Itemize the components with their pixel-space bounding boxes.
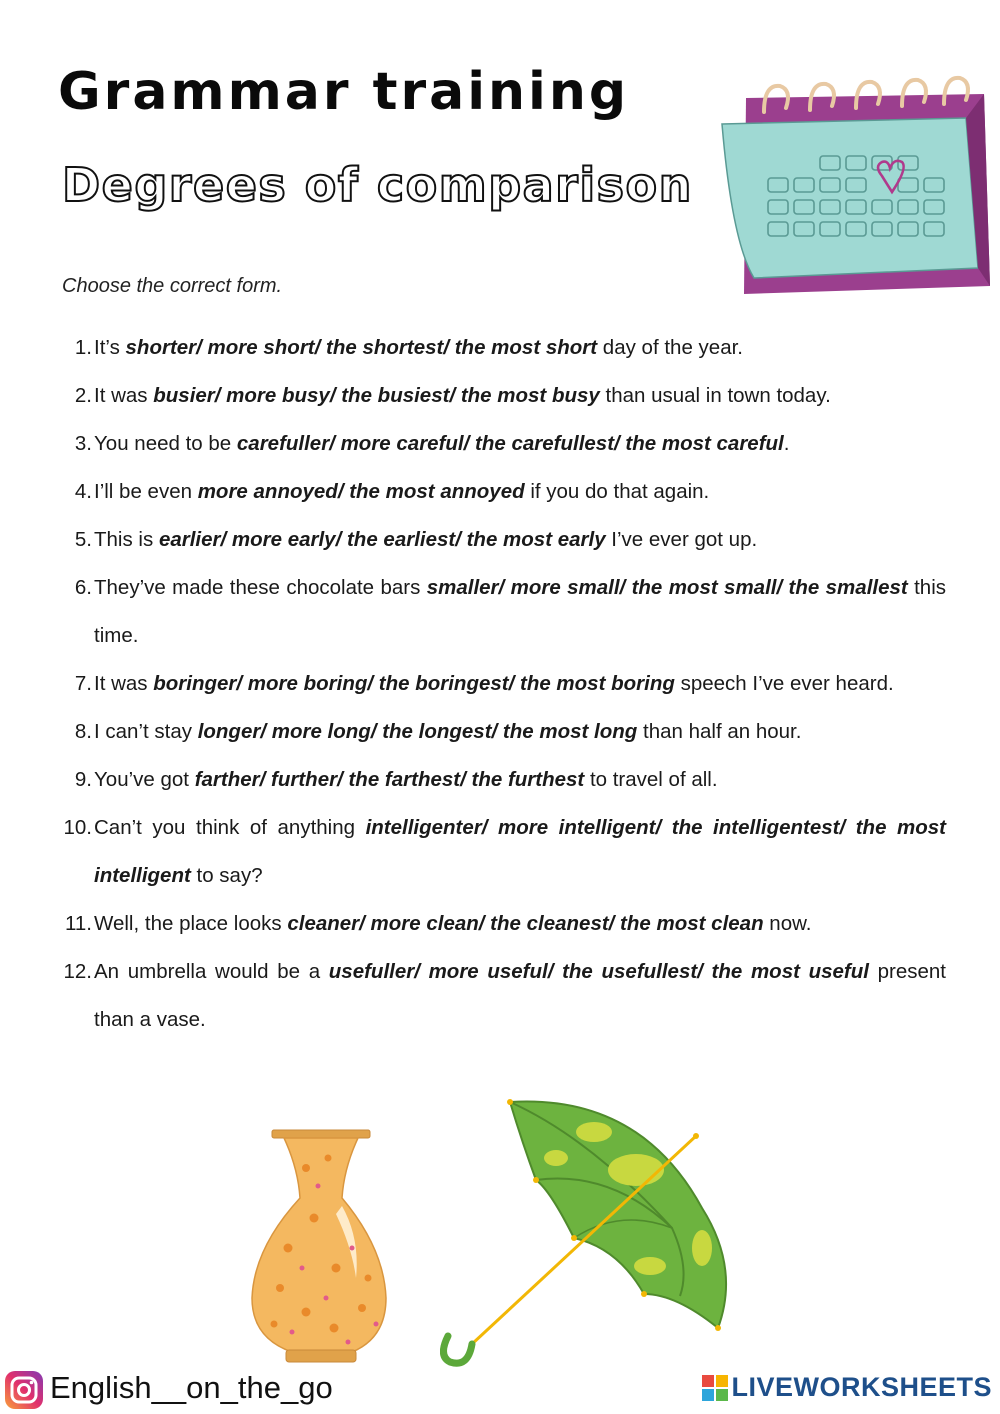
item-options[interactable]: intelligenter/ more intelligent/ the intelligentest/ the most intelligent — [94, 816, 946, 887]
item-options[interactable]: usefuller/ more useful/ the usefullest/ the most useful — [328, 960, 869, 983]
item-number: 4. — [74, 480, 92, 503]
instruction-text: Choose the correct form. — [62, 275, 283, 297]
instagram-handle[interactable]: English__on_the_go — [50, 1370, 333, 1405]
liveworksheets-icon — [702, 1375, 728, 1401]
item-sentence — [94, 564, 946, 660]
worksheet-subtitle: Degrees of comparison — [62, 158, 693, 212]
liveworksheets-logo[interactable] — [702, 1372, 992, 1403]
item-number: 1. — [74, 336, 92, 359]
item-text-before: I’ll be even — [94, 480, 198, 503]
item-text-after: to say? — [190, 864, 263, 887]
instagram-icon — [4, 1370, 44, 1410]
worksheet-title: Grammar training — [58, 62, 630, 122]
list-item — [56, 708, 946, 756]
item-number: 7. — [74, 672, 92, 695]
list-item — [56, 516, 946, 564]
item-text-before: Well, the place looks — [94, 912, 288, 935]
item-text-after: day of the year. — [597, 336, 743, 359]
list-item — [56, 948, 946, 1044]
item-options[interactable]: more annoyed/ the most annoyed — [197, 480, 525, 503]
item-number: 3. — [74, 432, 92, 455]
item-sentence — [94, 708, 946, 756]
item-text-before: This is — [94, 528, 159, 551]
list-item — [56, 900, 946, 948]
item-number: 2. — [74, 384, 92, 407]
item-sentence — [94, 468, 946, 516]
list-item — [56, 756, 946, 804]
item-text-before: I can’t stay — [94, 720, 198, 743]
calendar-illustration — [716, 72, 996, 302]
liveworksheets-brand: LIVEWORKSHEETS — [731, 1372, 992, 1402]
item-number: 12. — [63, 960, 92, 983]
item-text-before: An umbrella would be a — [94, 960, 329, 983]
item-sentence — [94, 516, 946, 564]
item-text-before: You’ve got — [94, 768, 195, 791]
item-text-after: . — [783, 432, 790, 455]
footer — [0, 1366, 1000, 1414]
item-options[interactable]: boringer/ more boring/ the boringest/ the most boring — [153, 672, 675, 695]
list-item — [56, 420, 946, 468]
item-text-before: It was — [94, 384, 154, 407]
item-sentence — [94, 660, 946, 708]
item-number: 6. — [74, 576, 92, 599]
item-text-before: It’s — [94, 336, 126, 359]
item-sentence — [94, 804, 946, 900]
item-text-after: present than a vase. — [94, 960, 947, 1031]
list-item — [56, 564, 946, 660]
item-number: 9. — [74, 768, 92, 791]
item-number: 11. — [65, 912, 92, 935]
item-number: 5. — [74, 528, 92, 551]
list-item — [56, 804, 946, 900]
item-number: 8. — [74, 720, 92, 743]
list-item — [56, 372, 946, 420]
item-text-after: I’ve ever got up. — [605, 528, 758, 551]
item-options[interactable]: shorter/ more short/ the shortest/ the most short — [125, 336, 598, 359]
exercise-list — [56, 324, 946, 1044]
item-options[interactable]: smaller/ more small/ the most small/ the smallest — [426, 576, 908, 599]
item-text-after: than usual in town today. — [599, 384, 831, 407]
item-options[interactable]: carefuller/ more careful/ the carefullest/ the most careful — [236, 432, 784, 455]
item-options[interactable]: longer/ more long/ the longest/ the most long — [197, 720, 638, 743]
item-text-after: speech I’ve ever heard. — [674, 672, 894, 695]
item-sentence — [94, 324, 946, 372]
item-text-before: You need to be — [94, 432, 237, 455]
item-text-after: if you do that again. — [524, 480, 710, 503]
item-options[interactable]: busier/ more busy/ the busiest/ the most busy — [153, 384, 600, 407]
item-sentence — [94, 900, 946, 948]
item-sentence — [94, 948, 946, 1044]
item-text-before: It was — [94, 672, 154, 695]
item-options[interactable]: farther/ further/ the farthest/ the furthest — [194, 768, 585, 791]
item-sentence — [94, 756, 946, 804]
item-text-after: than half an hour. — [637, 720, 802, 743]
item-sentence — [94, 420, 946, 468]
item-options[interactable]: cleaner/ more clean/ the cleanest/ the most clean — [287, 912, 764, 935]
list-item — [56, 324, 946, 372]
vase-illustration — [244, 1128, 394, 1364]
item-text-after: to travel of all. — [584, 768, 718, 791]
item-sentence — [94, 372, 946, 420]
item-text-before: Can’t you think of anything — [94, 816, 366, 839]
item-options[interactable]: earlier/ more early/ the earliest/ the most early — [158, 528, 606, 551]
item-text-before: They’ve made these chocolate bars — [94, 576, 427, 599]
item-number: 10. — [63, 816, 92, 839]
item-text-after: now. — [763, 912, 812, 935]
umbrella-illustration — [440, 1098, 740, 1370]
item-text-after: this time. — [94, 576, 946, 647]
list-item — [56, 660, 946, 708]
list-item — [56, 468, 946, 516]
